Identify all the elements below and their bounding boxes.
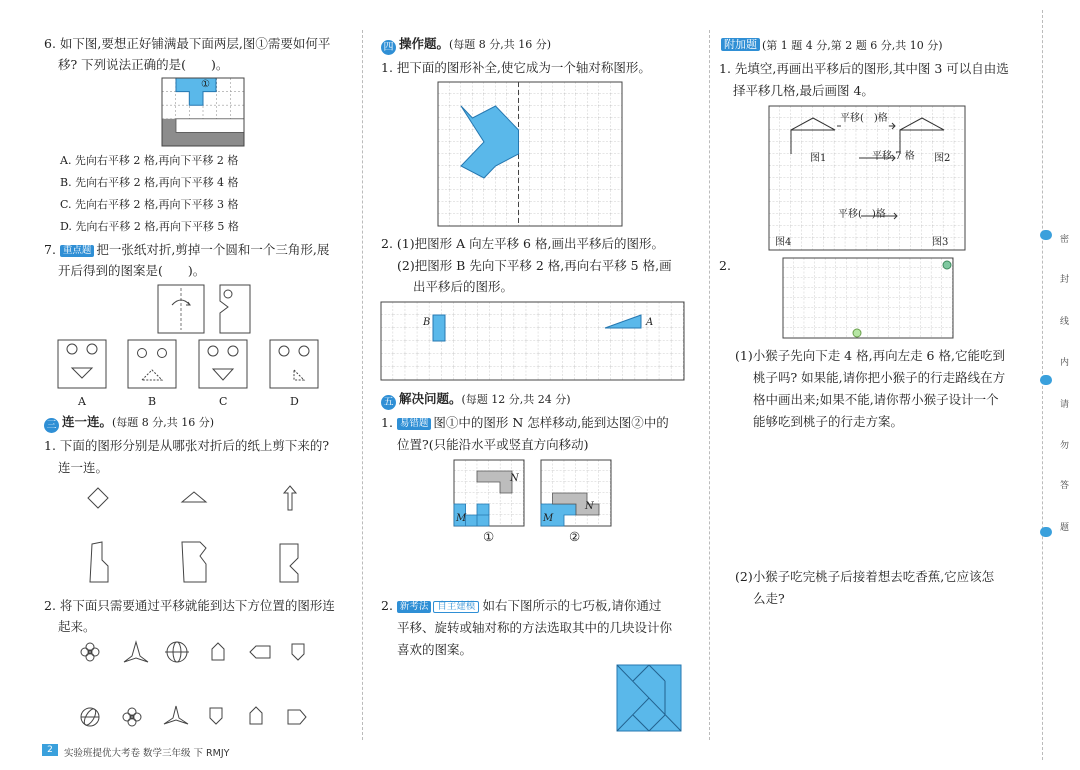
b2-p2-line1: (2)小猴子吃完桃子后接着想去吃香蕉,它应该怎 bbox=[735, 569, 995, 584]
shield-shape-1 bbox=[292, 644, 304, 660]
b1-line2: 择平移几格,最后画图 4。 bbox=[733, 83, 874, 98]
s4q2-line1: 2. (1)把图形 A 向左平移 6 格,画出平移后的图形。 bbox=[381, 236, 664, 251]
flower-shape-2 bbox=[123, 708, 141, 726]
label-a: A bbox=[646, 317, 654, 328]
bonus-tag: 附加题 bbox=[721, 38, 760, 51]
section-4-badge: 四 bbox=[381, 40, 396, 55]
side-char-3: 线 bbox=[1060, 317, 1070, 327]
side-char-8: 题 bbox=[1060, 523, 1070, 533]
house-grid bbox=[769, 106, 965, 250]
arrow-shape bbox=[284, 486, 296, 510]
label-b: B bbox=[423, 317, 431, 328]
symmetry-grid bbox=[438, 82, 622, 226]
n-label-2: N bbox=[585, 501, 594, 512]
side-char-4: 内 bbox=[1060, 358, 1070, 368]
q6-line1: 6. 如下图,要想正好铺满最下面两层,图①需要如何平 bbox=[44, 36, 331, 51]
move-label-2: 平移 7 格 bbox=[872, 151, 915, 162]
q7-line1: 7. 重点题 把一张纸对折,剪掉一个圆和一个三角形,展 bbox=[44, 242, 330, 257]
side-char-6: 勿 bbox=[1060, 441, 1070, 451]
fig1-label: 图1 bbox=[810, 153, 827, 164]
section-5-badge: 五 bbox=[381, 395, 396, 410]
s5q2-line1: 2. 新考法 自主建模 如右下图所示的七巧板,请你通过 bbox=[381, 598, 662, 613]
monkey-icon bbox=[943, 261, 951, 269]
s5q2-line3: 喜欢的图案。 bbox=[397, 642, 473, 657]
s5q2-tag2: 自主建模 bbox=[433, 601, 479, 613]
side-dot-3 bbox=[1040, 527, 1052, 537]
fold-shape-3 bbox=[280, 544, 298, 582]
bonus-header: 附加题 (第 1 题 4 分,第 2 题 6 分,共 10 分) bbox=[721, 38, 943, 52]
tri-star-shape-1 bbox=[124, 642, 148, 662]
move-label-3[interactable]: 平移( )格 bbox=[838, 209, 886, 220]
q7-label-d[interactable]: D bbox=[290, 395, 299, 408]
shield-shape-2 bbox=[210, 708, 222, 724]
q6-shape-1 bbox=[176, 78, 216, 105]
s5q1-line1: 1. 易错题 图①中的图形 N 怎样移动,能到达图②中的 bbox=[381, 415, 669, 430]
q7-label-b[interactable]: B bbox=[148, 395, 157, 408]
b1-line1: 1. 先填空,再画出平移后的图形,其中图 3 可以自由选 bbox=[719, 61, 1009, 76]
fig4-label: 图4 bbox=[775, 237, 792, 248]
b2-p1-line1: (1)小猴子先向下走 4 格,再向左走 6 格,它能吃到 bbox=[735, 348, 1005, 363]
house-shape-2 bbox=[250, 707, 262, 724]
q7-tag: 重点题 bbox=[60, 245, 95, 257]
s3q2-figure bbox=[78, 640, 318, 740]
s3q1-line2: 连一连。 bbox=[58, 460, 109, 475]
s4q2-line3: 出平移后的图形。 bbox=[413, 279, 514, 294]
b2-p2-line2: 么走? bbox=[753, 591, 785, 606]
grid-2-label: ② bbox=[569, 529, 581, 544]
n-label-1: N bbox=[510, 473, 519, 484]
s3q2-line1: 2. 将下面只需要通过平移就能到达下方位置的图形连 bbox=[44, 598, 335, 613]
footer-text: 实验班提优大考卷 数学三年级 下 RMJY bbox=[64, 748, 230, 759]
s5q1-line2: 位置?(只能沿水平或竖直方向移动) bbox=[397, 437, 589, 452]
section-3-badge: 三 bbox=[44, 418, 59, 433]
page-number: 2 bbox=[42, 744, 58, 756]
fold-shape-2 bbox=[182, 542, 206, 582]
q6-option-a[interactable]: A. 先向右平移 2 格,再向下平移 2 格 bbox=[60, 154, 239, 167]
section-3-header: 三 连一连。(每题 8 分,共 16 分) bbox=[44, 416, 214, 433]
side-char-2: 封 bbox=[1060, 275, 1070, 285]
fig2-label: 图2 bbox=[934, 153, 951, 164]
q6-marker: ① bbox=[201, 79, 210, 90]
peach-icon bbox=[853, 329, 861, 337]
diamond-shape bbox=[88, 488, 108, 508]
q6-line2: 移? 下列说法正确的是( )。 bbox=[58, 57, 229, 72]
column-divider-1 bbox=[362, 30, 363, 740]
s3q1-line1: 1. 下面的图形分别是从哪张对折后的纸上剪下来的? bbox=[44, 438, 330, 453]
triangle-shape bbox=[182, 492, 206, 502]
q6-option-d[interactable]: D. 先向右平移 2 格,再向下平移 5 格 bbox=[60, 220, 239, 233]
translate-grid bbox=[381, 302, 684, 380]
b2-p1-line2: 桃子吗? 如果能,请你把小猴子的行走路线在方 bbox=[753, 370, 1006, 385]
b2-p1-line3: 格中画出来;如果不能,请你帮小猴子设计一个 bbox=[753, 392, 999, 407]
shape-b bbox=[433, 315, 445, 341]
flower-shape-1 bbox=[81, 643, 99, 661]
side-dot-1 bbox=[1040, 230, 1052, 240]
house-shape-1 bbox=[212, 643, 224, 660]
tangram-figure bbox=[617, 665, 681, 731]
s5q2-line2: 平移、旋转或轴对称的方法选取其中的几块设计你 bbox=[397, 620, 673, 635]
tag-shape-1 bbox=[250, 646, 270, 658]
s4q1-text: 1. 把下面的图形补全,使它成为一个轴对称图形。 bbox=[381, 60, 651, 75]
q6-option-b[interactable]: B. 先向右平移 2 格,再向下平移 4 格 bbox=[60, 176, 239, 189]
m-label-1: M bbox=[456, 513, 467, 524]
column-divider-2 bbox=[709, 30, 710, 740]
s5q2-tag1: 新考法 bbox=[397, 601, 432, 613]
move-label-1[interactable]: 平移( )格 bbox=[840, 113, 888, 124]
side-dot-2 bbox=[1040, 375, 1052, 385]
section-5-header: 五 解决问题。(每题 12 分,共 24 分) bbox=[381, 393, 571, 410]
tri-star-shape-2 bbox=[164, 706, 188, 724]
s3q2-line2: 起来。 bbox=[58, 619, 96, 634]
q7-label-c[interactable]: C bbox=[219, 395, 228, 408]
fig3-label: 图3 bbox=[932, 237, 949, 248]
section-4-header: 四 操作题。(每题 8 分,共 16 分) bbox=[381, 38, 551, 55]
ball-shape-1 bbox=[165, 642, 189, 662]
s5q1-tag: 易错题 bbox=[397, 418, 432, 430]
q7-label-a[interactable]: A bbox=[78, 395, 86, 408]
m-label-2: M bbox=[543, 513, 554, 524]
b2-number: 2. bbox=[719, 258, 731, 273]
tag-shape-2 bbox=[288, 710, 306, 724]
grid-1-label: ① bbox=[483, 529, 495, 544]
q7-options-figure bbox=[58, 340, 320, 392]
b2-p1-line4: 能够吃到桃子的行走方案。 bbox=[753, 414, 904, 429]
side-char-5: 请 bbox=[1060, 400, 1070, 410]
s4q2-line2: (2)把图形 B 先向下平移 2 格,再向右平移 5 格,画 bbox=[397, 258, 672, 273]
side-char-1: 密 bbox=[1060, 235, 1070, 245]
q7-line2: 开后得到的图案是( )。 bbox=[58, 263, 206, 278]
monkey-grid bbox=[783, 258, 953, 338]
s3q1-figure bbox=[80, 482, 320, 592]
fold-shape-1 bbox=[90, 542, 108, 582]
q6-option-c[interactable]: C. 先向右平移 2 格,再向下平移 3 格 bbox=[60, 198, 239, 211]
q7-fold-figure bbox=[158, 285, 250, 335]
side-char-7: 答 bbox=[1060, 481, 1070, 491]
ball-shape-2 bbox=[81, 707, 99, 727]
binding-line bbox=[1042, 10, 1043, 760]
